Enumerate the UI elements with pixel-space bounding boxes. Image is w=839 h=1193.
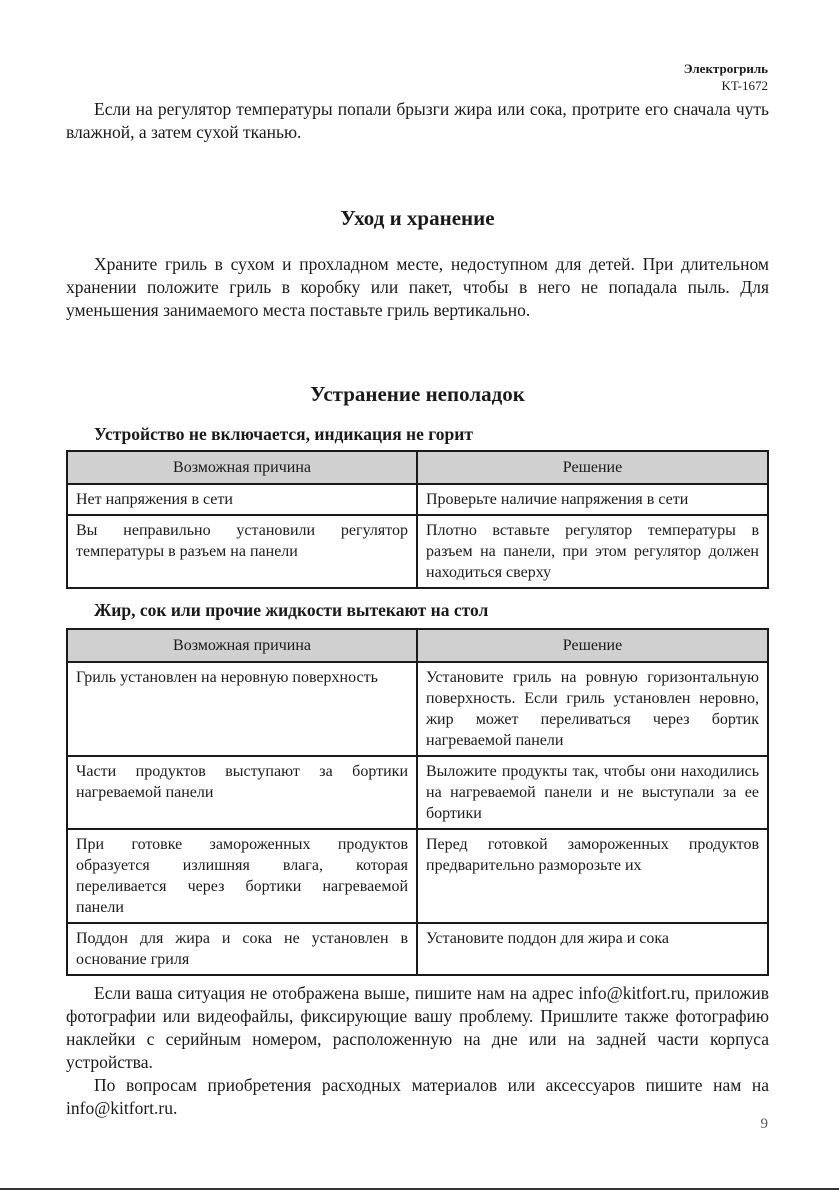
cause-cell: Поддон для жира и сока не установлен в основание гриля [67,923,417,975]
column-header-cause: Возможная причина [67,629,417,662]
column-header-cause: Возможная причина [67,451,417,484]
cause-cell: Гриль установлен на неровную поверхность [67,662,417,756]
accessories-paragraph: По вопросам приобретения расходных материалов или аксессуаров пишите нам на info@kitfort.ru. [66,1075,769,1118]
table-row [67,515,768,588]
solution-cell: Выложите продукты так, чтобы они находились на нагреваемой панели и не выступали за ее бортики [417,756,768,829]
table-row [67,484,768,515]
table-header-row [67,451,768,484]
page-content [66,98,769,1120]
header-model-number: KT-1672 [721,78,768,93]
solution-cell: Проверьте наличие напряжения в сети [417,484,768,515]
troubleshooting-table-leaking [66,628,769,976]
contact-paragraph: Если ваша ситуация не отображена выше, пишите нам на адрес info@kitfort.ru, приложив фотографии или видеофайлы, фиксирующие вашу проблему. Пришлите также фотографию наклейки с серийным номером, расположенную на дне или на задней части корпуса устройства. [66,983,769,1072]
problem-title-no-power: Устройство не включается, индикация не горит [94,424,473,444]
troubleshooting-table-no-power [66,450,769,589]
cause-cell: Части продуктов выступают за бортики нагреваемой панели [67,756,417,829]
bottom-divider [0,1188,839,1190]
solution-cell: Перед готовкой замороженных продуктов предварительно разморозьте их [417,829,768,923]
cause-cell: При готовке замороженных продуктов образуется излишняя влага, которая переливается через бортики нагреваемой панели [67,829,417,923]
column-header-solution: Решение [417,451,768,484]
solution-cell: Плотно вставьте регулятор температуры в разъем на панели, при этом регулятор должен находиться сверху [417,515,768,588]
page-header [684,60,768,94]
section-title-troubleshooting: Устранение неполадок [310,382,525,406]
solution-cell: Установите гриль на ровную горизонтальную поверхность. Если гриль установлен неровно, жир может переливаться через бортик нагреваемой панели [417,662,768,756]
header-product-name: Электрогриль [683,61,768,76]
cause-cell: Нет напряжения в сети [67,484,417,515]
cause-cell: Вы неправильно установили регулятор температуры в разъем на панели [67,515,417,588]
section-title-storage: Уход и хранение [340,206,495,230]
table-row [67,923,768,975]
storage-paragraph: Храните гриль в сухом и прохладном месте, недоступном для детей. При длительном хранении положите гриль в коробку или пакет, чтобы в него не попадала пыль. Для уменьшения занимаемого места поставьте гриль вертикально. [66,254,769,320]
column-header-solution: Решение [417,629,768,662]
page-number: 9 [760,1116,768,1132]
solution-cell: Установите поддон для жира и сока [417,923,768,975]
intro-paragraph: Если на регулятор температуры попали брызги жира или сока, протрите его сначала чуть влажной, а затем сухой тканью. [66,99,769,142]
table-row [67,662,768,756]
table-header-row [67,629,768,662]
problem-title-leaking: Жир, сок или прочие жидкости вытекают на стол [94,600,489,620]
table-row [67,829,768,923]
table-row [67,756,768,829]
